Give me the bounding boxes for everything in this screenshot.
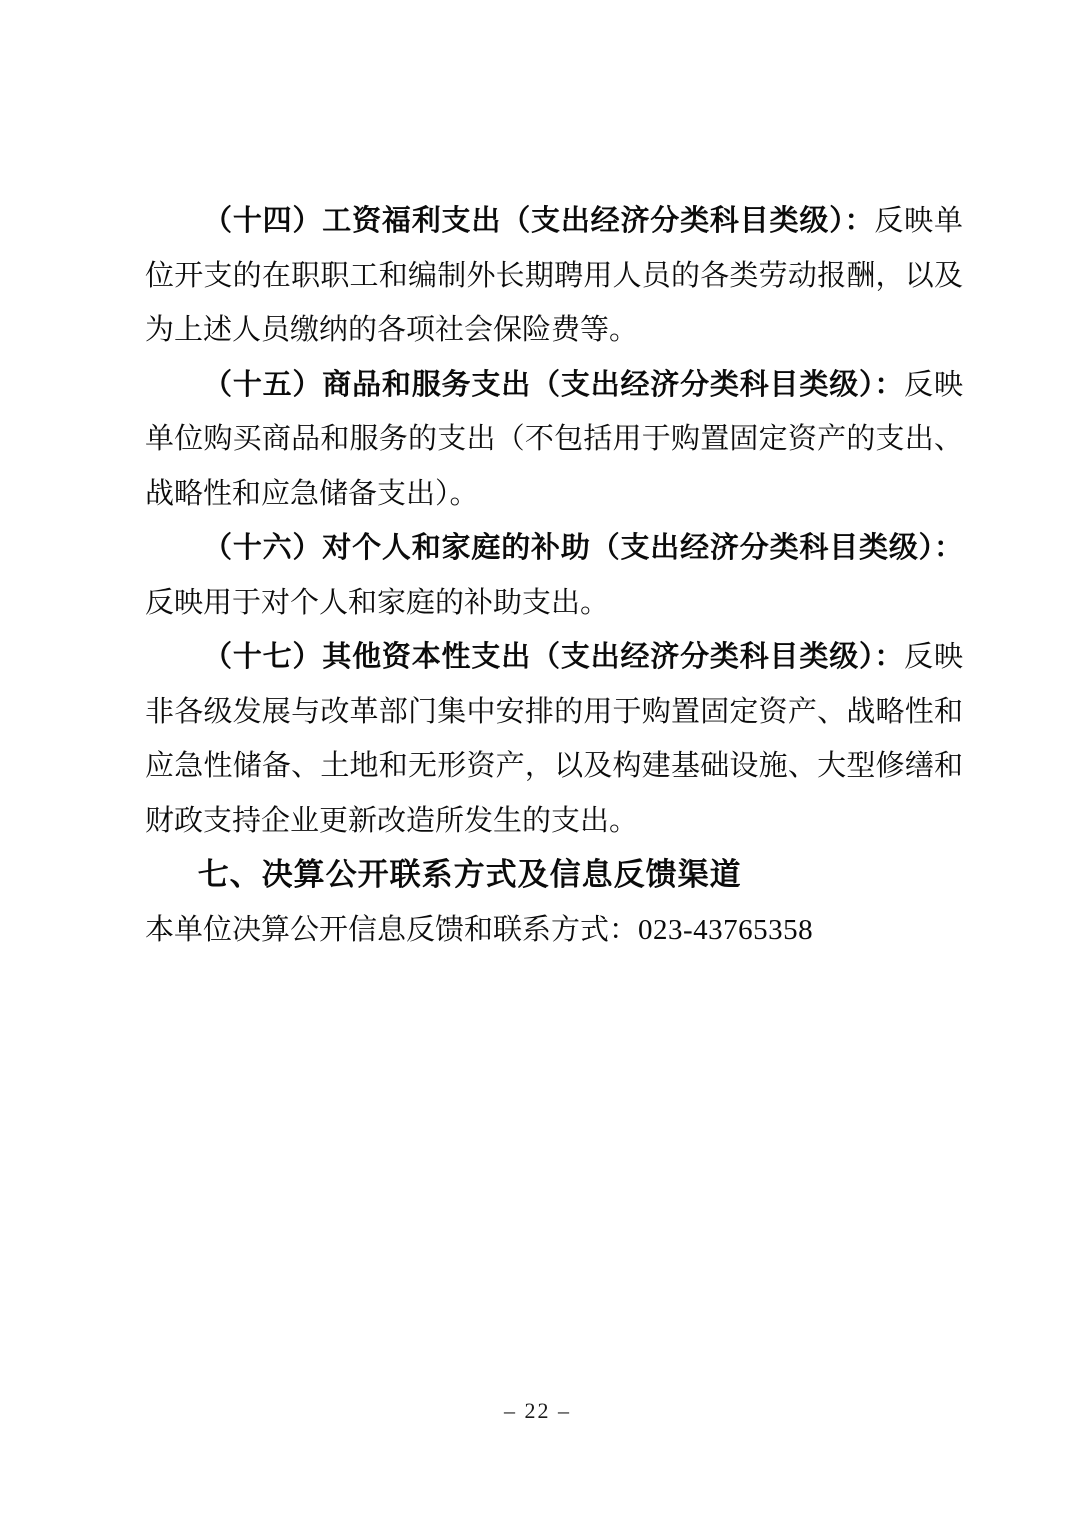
paragraph-item-15 (145, 358, 963, 522)
paragraph-lead-bold: （十七）其他资本性支出（支出经济分类科目类级）： (203, 641, 905, 673)
paragraph-body-text: 反映单位购买商品和服务的支出（不包括用于购置固定资产的支出、战略性和应急储备支出）。 (145, 368, 963, 510)
paragraph-item-16 (145, 521, 963, 630)
paragraph-body-text: 反映非各级发展与改革部门集中安排的用于购置固定资产、战略性和应急性储备、土地和无形资产，以及构建基础设施、大型修缮和财政支持企业更新改造所发生的支出。 (145, 641, 963, 837)
section-heading: 七、决算公开联系方式及信息反馈渠道 (197, 857, 742, 892)
paragraph-body-text: 反映用于对个人和家庭的补助支出。 (145, 586, 610, 619)
paragraph-body-text: 反映单位开支的在职职工和编制外长期聘用人员的各类劳动报酬，以及为上述人员缴纳的各项社会保险费等。 (145, 205, 963, 346)
page-number: – 22 – (504, 1398, 571, 1423)
paragraph-lead-bold: （十六）对个人和家庭的补助（支出经济分类科目类级）： (203, 532, 963, 564)
paragraph-item-17 (145, 630, 963, 848)
contact-phone-number: 023-43765358 (638, 913, 814, 946)
paragraph-lead-bold: （十四）工资福利支出（支出经济分类科目类级）： (203, 205, 875, 237)
contact-label: 本单位决算公开信息反馈和联系方式： (145, 913, 639, 946)
contact-line (145, 903, 963, 958)
paragraph-lead-bold: （十五）商品和服务支出（支出经济分类科目类级）： (203, 368, 905, 401)
document-content (145, 194, 963, 957)
paragraph-item-14 (145, 194, 963, 358)
